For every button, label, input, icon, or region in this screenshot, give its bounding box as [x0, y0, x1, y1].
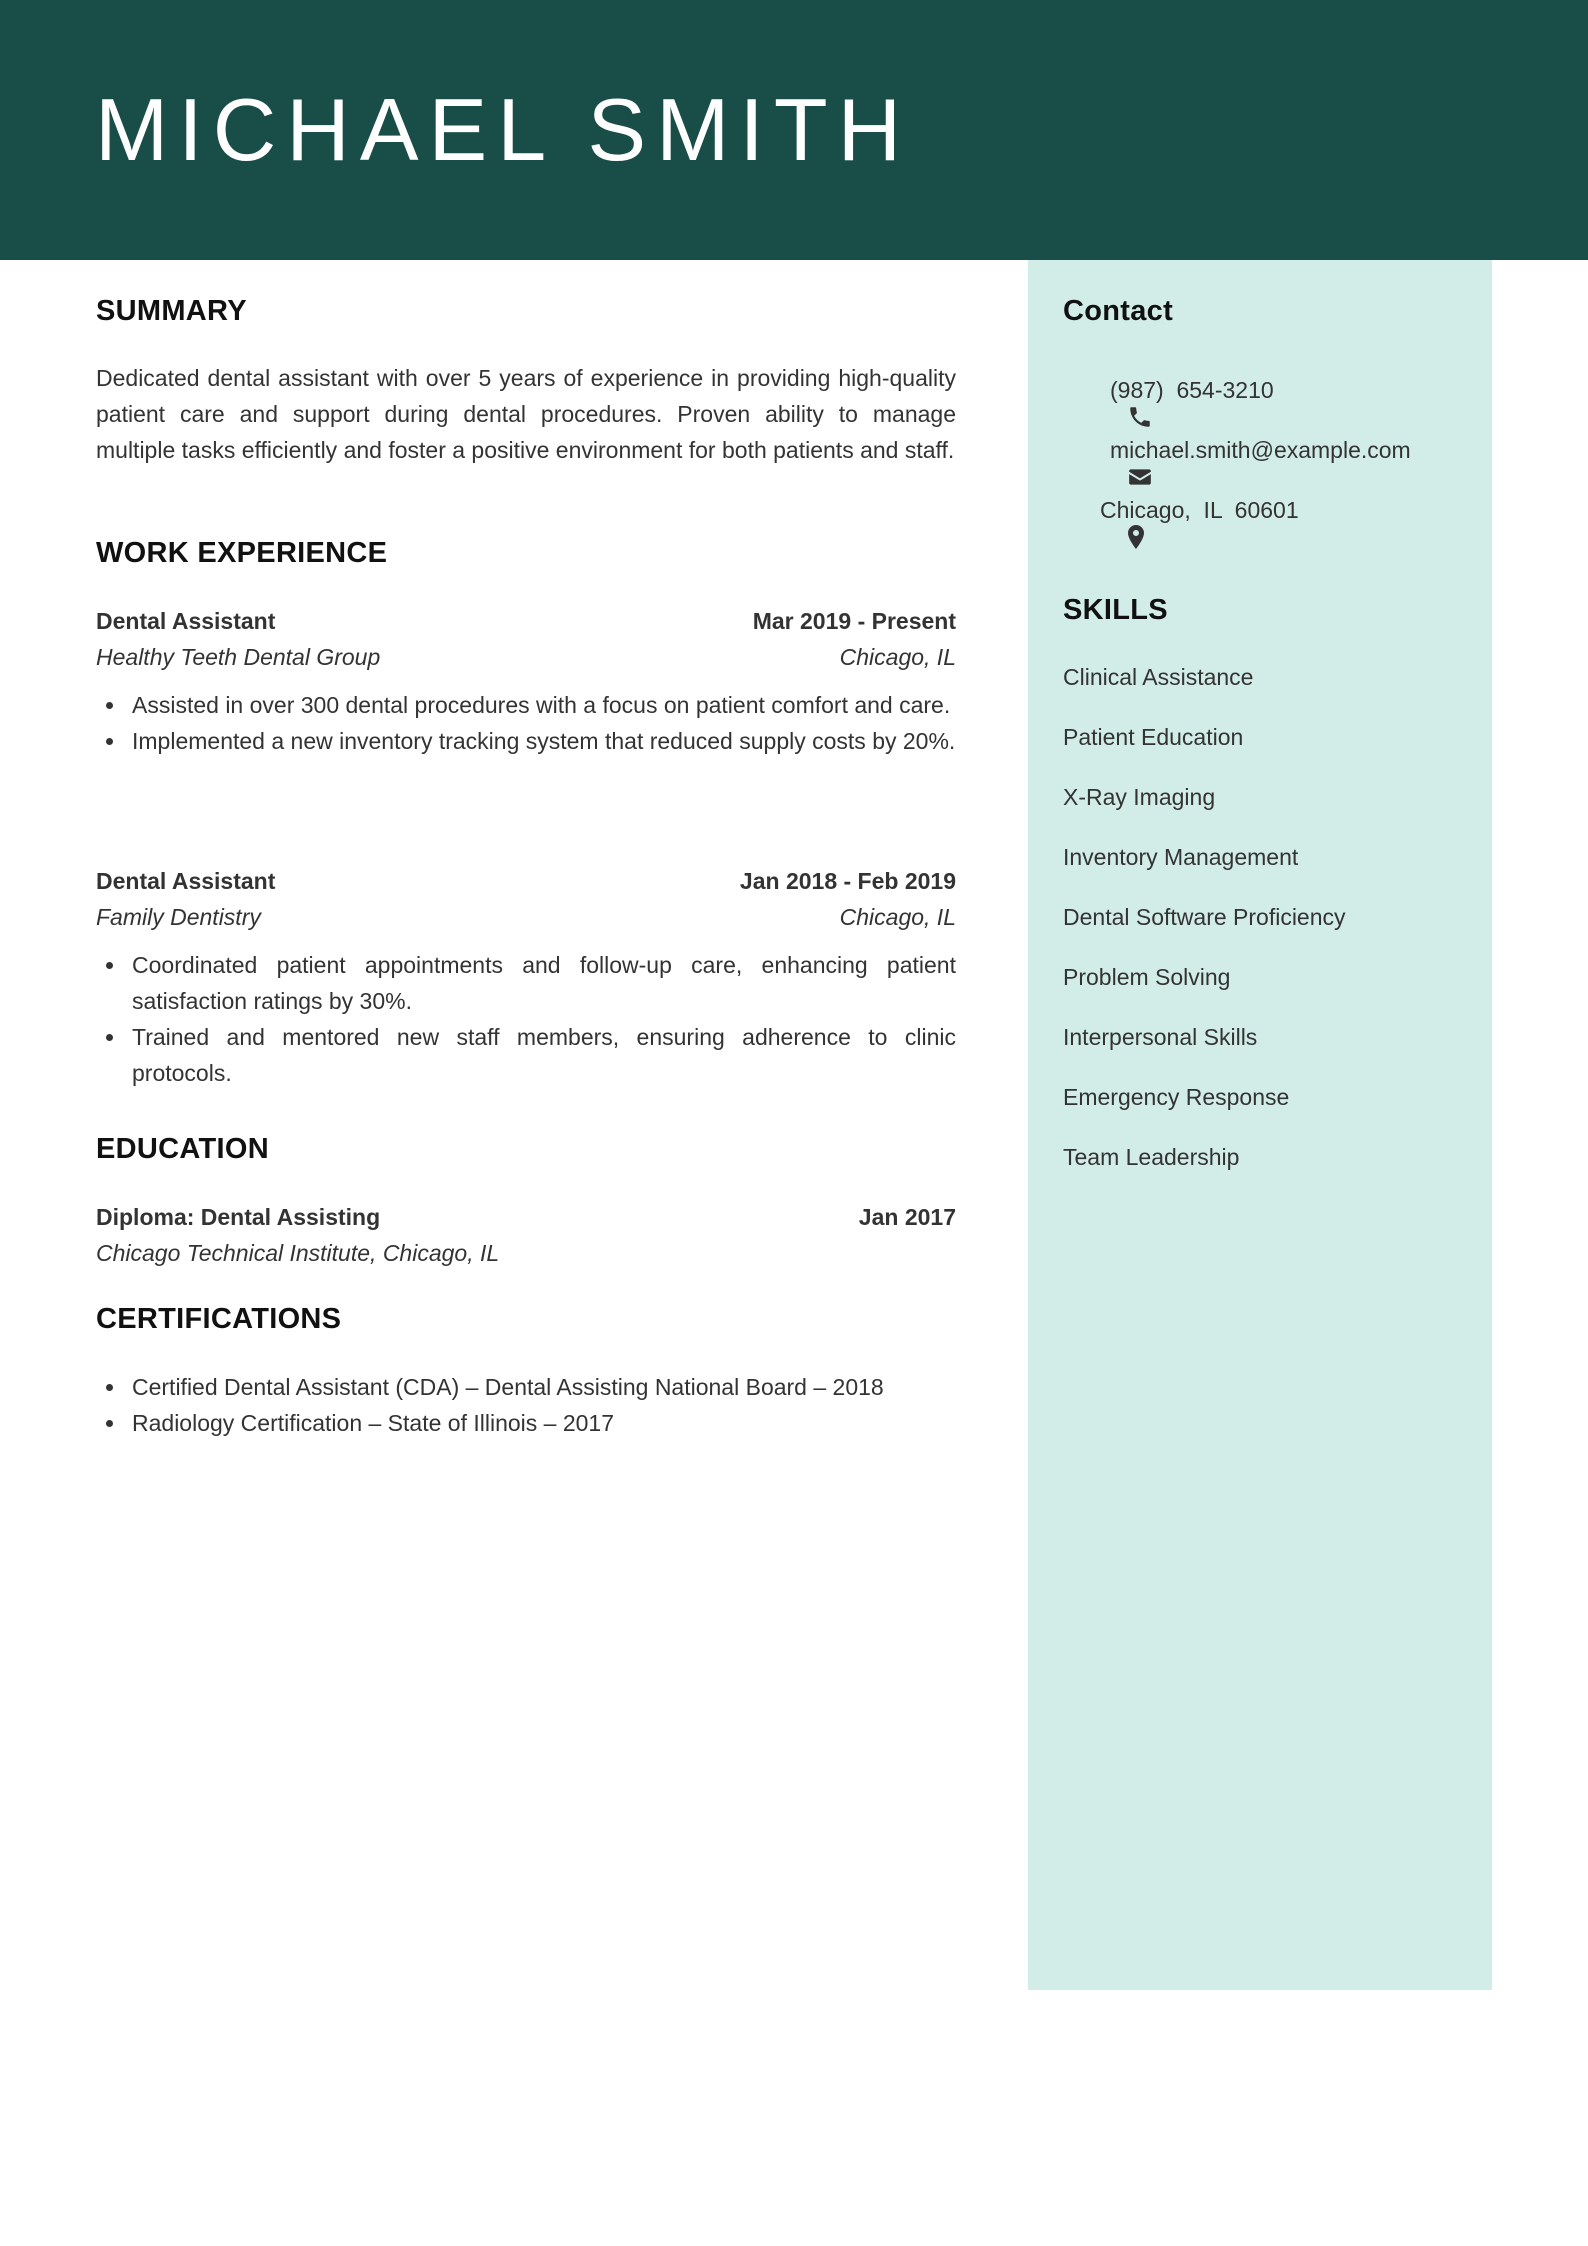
list-item: Coordinated patient appointments and follow-up care, enhancing patient satisfaction ratings by 30%. [96, 947, 956, 1019]
certifications-title: CERTIFICATIONS [96, 1303, 342, 1335]
job-bullets [96, 947, 956, 1091]
skill-item: Patient Education [1063, 724, 1244, 750]
summary-title: SUMMARY [96, 295, 247, 327]
education-date: Jan 2017 [858, 1204, 956, 1230]
envelope-icon [1063, 437, 1089, 463]
education-title: EDUCATION [96, 1133, 269, 1165]
list-item: Radiology Certification – State of Illinois – 2017 [96, 1405, 956, 1441]
list-item: Implemented a new inventory tracking system that reduced supply costs by 20%. [96, 723, 956, 759]
skills-title: SKILLS [1063, 594, 1168, 626]
contact-title: Contact [1063, 295, 1174, 327]
work-experience-title: WORK EXPERIENCE [96, 537, 388, 569]
job-location: Chicago, IL [839, 904, 956, 930]
job-entry [96, 603, 956, 759]
summary-text: Dedicated dental assistant with over 5 years of experience in providing high-quality patient care and support during dental procedures. Proven ability to manage multiple tasks efficiently and foster a positive environment for both patients and staff. [96, 365, 956, 463]
certifications-list [96, 1369, 956, 1441]
map-marker-icon [1063, 497, 1081, 523]
skill-item: Problem Solving [1063, 964, 1231, 990]
skill-item: Interpersonal Skills [1063, 1024, 1258, 1050]
contact-email [1063, 432, 1411, 468]
phone-text[interactable]: (987) 654-3210 [1110, 376, 1274, 403]
job-company: Family Dentistry [96, 904, 261, 930]
job-bullets [96, 687, 956, 759]
sidebar [1028, 260, 1492, 1990]
skill-item: Team Leadership [1063, 1144, 1240, 1170]
candidate-name: MICHAEL SMITH [95, 80, 912, 179]
list-item: Certified Dental Assistant (CDA) – Dental Assisting National Board – 2018 [96, 1369, 956, 1405]
skill-item: Dental Software Proficiency [1063, 904, 1346, 930]
contact-address [1063, 492, 1299, 528]
phone-icon [1063, 377, 1089, 403]
education-entry [96, 1199, 956, 1271]
job-dates: Jan 2018 - Feb 2019 [739, 868, 956, 894]
list-item: Trained and mentored new staff members, ensuring adherence to clinic protocols. [96, 1019, 956, 1091]
contact-phone [1063, 372, 1274, 408]
email-link[interactable]: michael.smith@example.com [1110, 436, 1411, 463]
skill-item: Inventory Management [1063, 844, 1299, 870]
job-location: Chicago, IL [839, 644, 956, 670]
skill-item: Emergency Response [1063, 1084, 1290, 1110]
education-degree: Diploma: Dental Assisting [96, 1204, 381, 1230]
skill-item: X-Ray Imaging [1063, 784, 1216, 810]
job-role: Dental Assistant [96, 608, 276, 634]
address-text: Chicago, IL 60601 [1100, 496, 1299, 523]
job-company: Healthy Teeth Dental Group [96, 644, 381, 670]
job-entry [96, 863, 956, 1091]
education-school: Chicago Technical Institute, Chicago, IL [96, 1240, 500, 1266]
skill-item: Clinical Assistance [1063, 664, 1254, 690]
job-role: Dental Assistant [96, 868, 276, 894]
list-item: Assisted in over 300 dental procedures with a focus on patient comfort and care. [96, 687, 956, 723]
header-banner [0, 0, 1588, 260]
job-dates: Mar 2019 - Present [752, 608, 956, 634]
